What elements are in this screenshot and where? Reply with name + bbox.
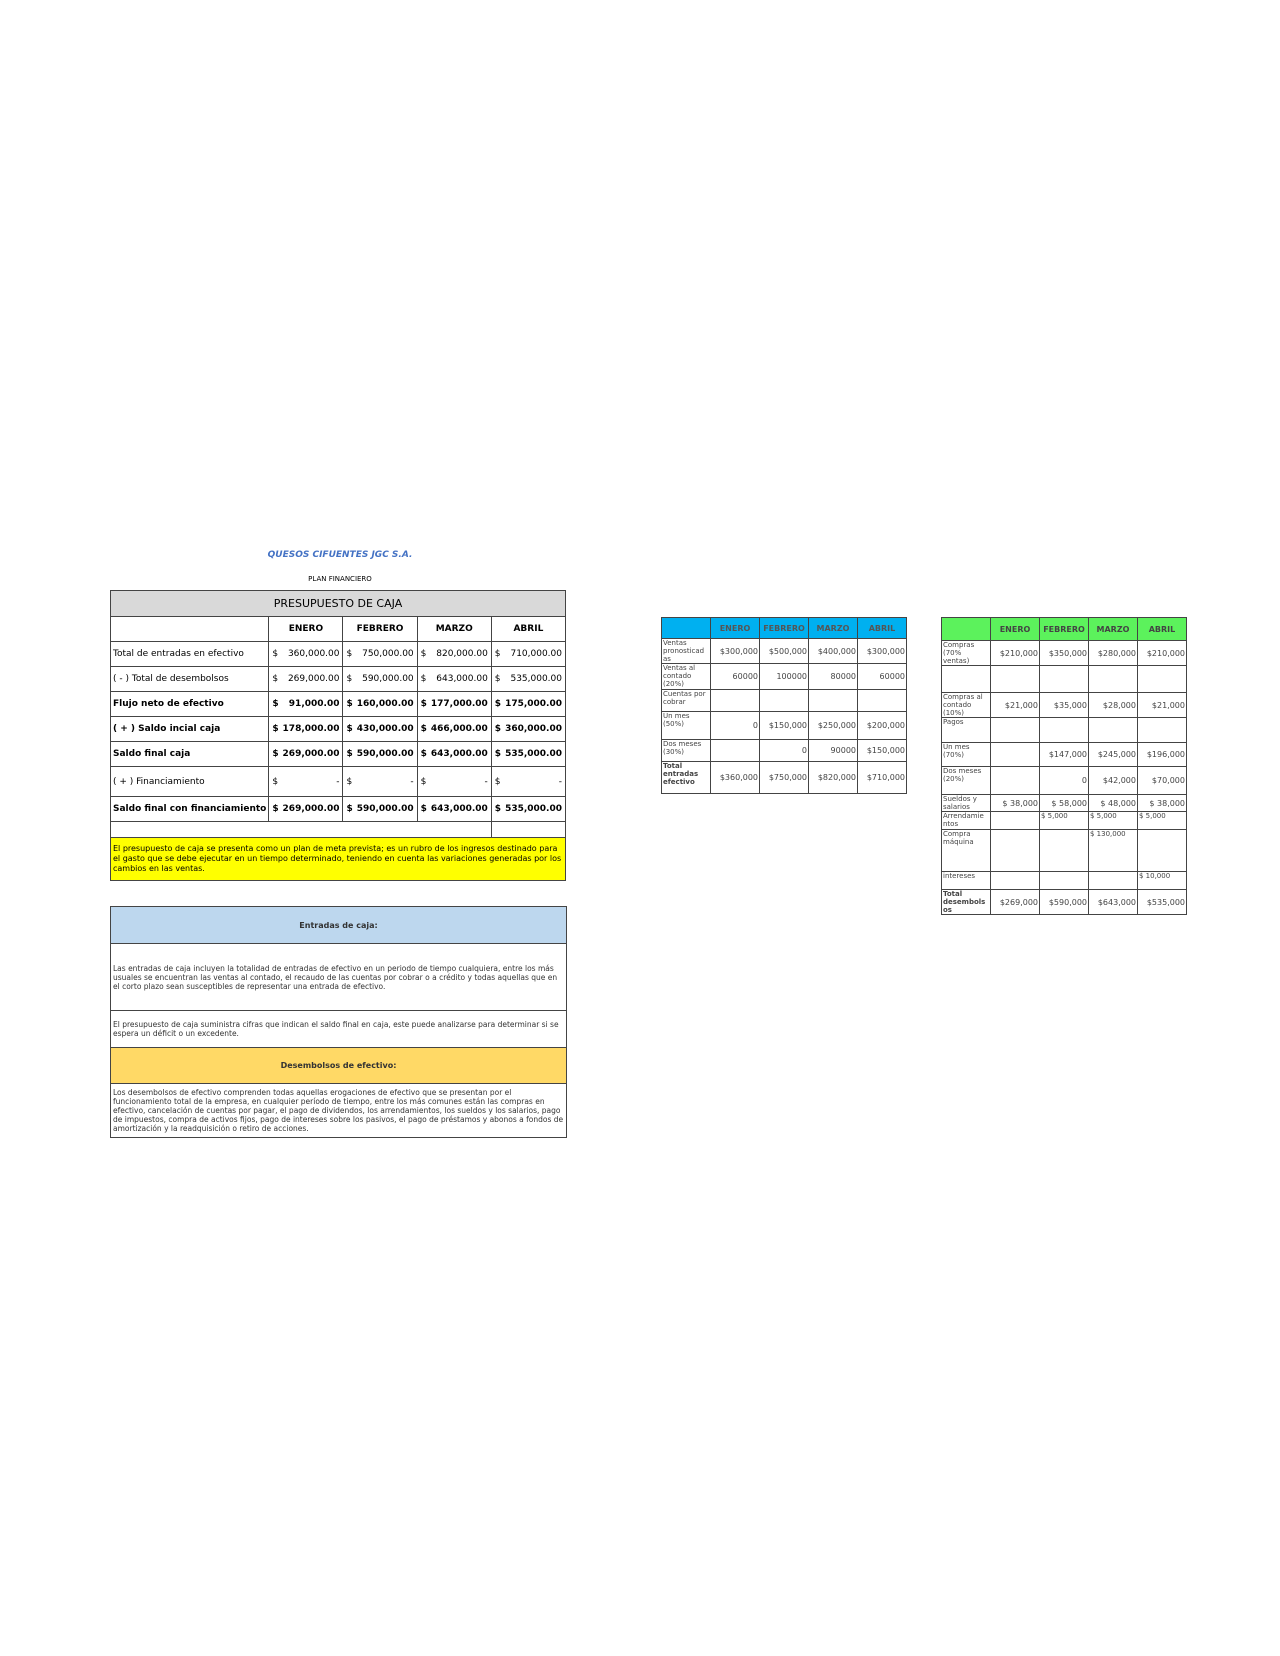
currency-symbol: $ bbox=[494, 674, 501, 684]
outflow-row-label: Arrendamie ntos bbox=[942, 812, 991, 830]
income-row bbox=[662, 639, 907, 664]
outflow-value-cell bbox=[991, 718, 1040, 743]
budget-value: 178,000.00 bbox=[282, 724, 340, 734]
outflow-value-cell: $590,000 bbox=[1040, 890, 1089, 915]
budget-value: 360,000.00 bbox=[505, 724, 562, 734]
outflow-row bbox=[942, 872, 1187, 890]
budget-value-cell bbox=[269, 742, 343, 767]
income-value-cell: 0 bbox=[760, 740, 809, 762]
budget-row-label: ( + ) Financiamiento bbox=[111, 767, 269, 797]
budget-value-cell bbox=[269, 667, 343, 692]
budget-value-cell bbox=[269, 767, 343, 797]
outflow-value-cell bbox=[1089, 872, 1138, 890]
budget-row bbox=[111, 692, 566, 717]
income-value-cell: $300,000 bbox=[858, 639, 907, 664]
budget-value: 643,000.00 bbox=[436, 674, 488, 684]
outflow-value-cell bbox=[1138, 666, 1187, 693]
currency-symbol: $ bbox=[346, 776, 353, 787]
budget-row-label: Saldo final caja bbox=[111, 742, 269, 767]
outflow-value-cell bbox=[1089, 666, 1138, 693]
income-value-cell: 0 bbox=[711, 712, 760, 740]
outflow-value-cell: $147,000 bbox=[1040, 743, 1089, 767]
budget-row bbox=[111, 742, 566, 767]
outflow-value-cell: $ 130,000 bbox=[1089, 830, 1138, 872]
outflow-value-cell bbox=[1089, 718, 1138, 743]
income-header-blank bbox=[662, 618, 711, 639]
currency-symbol: $ bbox=[346, 674, 353, 684]
outflow-value-cell: 0 bbox=[1040, 767, 1089, 795]
budget-value-cell bbox=[343, 667, 417, 692]
budget-value: 710,000.00 bbox=[510, 649, 562, 659]
income-value-cell: 100000 bbox=[760, 664, 809, 690]
outflow-row-label: intereses bbox=[942, 872, 991, 890]
budget-value-cell bbox=[417, 797, 491, 822]
currency-symbol: $ bbox=[420, 749, 427, 759]
currency-symbol: $ bbox=[346, 699, 353, 709]
budget-value-cell bbox=[417, 742, 491, 767]
currency-symbol: $ bbox=[346, 749, 353, 759]
budget-value-cell bbox=[343, 797, 417, 822]
outflow-value-cell: $ 48,000 bbox=[1089, 795, 1138, 812]
income-value-cell: 80000 bbox=[809, 664, 858, 690]
desembolsos-title: Desembolsos de efectivo: bbox=[111, 1048, 567, 1084]
budget-row bbox=[111, 667, 566, 692]
income-value-cell: $150,000 bbox=[858, 740, 907, 762]
budget-value: - bbox=[336, 776, 340, 787]
currency-symbol: $ bbox=[272, 699, 279, 709]
budget-value-cell bbox=[343, 742, 417, 767]
budget-row-label: Flujo neto de efectivo bbox=[111, 692, 269, 717]
outflow-value-cell: $350,000 bbox=[1040, 641, 1089, 666]
income-value-cell: $360,000 bbox=[711, 762, 760, 794]
income-value-cell: $710,000 bbox=[858, 762, 907, 794]
budget-spacer-cell bbox=[111, 822, 492, 838]
outflow-value-cell: $535,000 bbox=[1138, 890, 1187, 915]
budget-value: 535,000.00 bbox=[505, 804, 562, 814]
outflow-value-cell: $643,000 bbox=[1089, 890, 1138, 915]
budget-row-label: Total de entradas en efectivo bbox=[111, 642, 269, 667]
currency-symbol: $ bbox=[346, 724, 353, 734]
outflow-value-cell bbox=[991, 743, 1040, 767]
income-row-label: Un mes (50%) bbox=[662, 712, 711, 740]
income-month-header: ENERO bbox=[711, 618, 760, 639]
budget-month-header: ENERO bbox=[269, 617, 343, 642]
currency-symbol: $ bbox=[420, 649, 427, 659]
budget-value-cell bbox=[269, 692, 343, 717]
income-month-header: ABRIL bbox=[858, 618, 907, 639]
cash-budget-table bbox=[110, 590, 566, 881]
outflow-value-cell bbox=[991, 767, 1040, 795]
income-month-header: MARZO bbox=[809, 618, 858, 639]
budget-value-cell bbox=[491, 692, 565, 717]
budget-value: 269,000.00 bbox=[282, 749, 340, 759]
budget-value-cell bbox=[343, 692, 417, 717]
outflow-value-cell bbox=[991, 666, 1040, 693]
outflow-row-label: Total desembols os bbox=[942, 890, 991, 915]
entradas-text: Las entradas de caja incluyen la totalidad de entradas de efectivo en un periodo de tiempo cualquiera, entre los más usuales se encuentran las ventas al contado, el recaudo de las cuentas por cobrar o a crédito y todas aquellas que en el corto plazo sean susceptibles de representar una entrada de efectivo. bbox=[111, 944, 567, 1011]
budget-value-cell bbox=[491, 717, 565, 742]
budget-row bbox=[111, 717, 566, 742]
budget-month-header: FEBRERO bbox=[343, 617, 417, 642]
outflow-month-header: FEBRERO bbox=[1040, 618, 1089, 641]
income-value-cell bbox=[760, 690, 809, 712]
outflow-row-label bbox=[942, 666, 991, 693]
budget-note: El presupuesto de caja se presenta como un plan de meta prevista; es un rubro de los ingresos destinado para el gasto que se debe ejecutar en un tiempo determinado, teniendo en cuenta las variaciones generadas por los cambios en las ventas. bbox=[111, 838, 566, 881]
currency-symbol: $ bbox=[494, 649, 501, 659]
income-value-cell: $150,000 bbox=[760, 712, 809, 740]
income-row-label: Total entradas efectivo bbox=[662, 762, 711, 794]
outflow-row bbox=[942, 718, 1187, 743]
budget-title: PRESUPUESTO DE CAJA bbox=[111, 591, 566, 617]
budget-value: 535,000.00 bbox=[510, 674, 562, 684]
currency-symbol: $ bbox=[346, 804, 353, 814]
outflow-row-label: Un mes (70%) bbox=[942, 743, 991, 767]
budget-row bbox=[111, 767, 566, 797]
budget-value-cell bbox=[417, 717, 491, 742]
outflow-value-cell bbox=[991, 830, 1040, 872]
currency-symbol: $ bbox=[420, 776, 427, 787]
entradas-title: Entradas de caja: bbox=[111, 907, 567, 944]
company-name: QUESOS CIFUENTES JGC S.A. bbox=[267, 550, 413, 560]
outflow-value-cell: $ 5,000 bbox=[1138, 812, 1187, 830]
outflow-table bbox=[941, 617, 1187, 915]
budget-value: 820,000.00 bbox=[436, 649, 488, 659]
budget-value: - bbox=[410, 776, 414, 787]
info-table bbox=[110, 906, 567, 1138]
budget-value-cell bbox=[491, 642, 565, 667]
income-value-cell bbox=[711, 740, 760, 762]
budget-value-cell bbox=[417, 692, 491, 717]
outflow-row-label: Compra máquina bbox=[942, 830, 991, 872]
budget-value: 643,000.00 bbox=[430, 804, 488, 814]
income-table bbox=[661, 617, 907, 794]
currency-symbol: $ bbox=[420, 699, 427, 709]
currency-symbol: $ bbox=[272, 674, 279, 684]
outflow-value-cell: $21,000 bbox=[1138, 693, 1187, 718]
outflow-value-cell: $ 38,000 bbox=[1138, 795, 1187, 812]
outflow-row bbox=[942, 830, 1187, 872]
budget-value-cell bbox=[491, 797, 565, 822]
outflow-value-cell: $280,000 bbox=[1089, 641, 1138, 666]
outflow-value-cell: $21,000 bbox=[991, 693, 1040, 718]
currency-symbol: $ bbox=[420, 804, 427, 814]
budget-row-label: Saldo final con financiamiento bbox=[111, 797, 269, 822]
income-value-cell bbox=[809, 690, 858, 712]
budget-spacer-cell bbox=[491, 822, 565, 838]
income-row bbox=[662, 664, 907, 690]
income-value-cell: $750,000 bbox=[760, 762, 809, 794]
income-row bbox=[662, 712, 907, 740]
outflow-value-cell bbox=[1040, 830, 1089, 872]
outflow-row bbox=[942, 693, 1187, 718]
income-value-cell: $300,000 bbox=[711, 639, 760, 664]
budget-value-cell bbox=[343, 767, 417, 797]
income-value-cell bbox=[711, 690, 760, 712]
outflow-header-blank bbox=[942, 618, 991, 641]
budget-row-label: ( - ) Total de desembolsos bbox=[111, 667, 269, 692]
income-value-cell: $820,000 bbox=[809, 762, 858, 794]
budget-value-cell bbox=[269, 642, 343, 667]
outflow-value-cell: $245,000 bbox=[1089, 743, 1138, 767]
budget-value: - bbox=[558, 776, 562, 787]
currency-symbol: $ bbox=[272, 804, 279, 814]
budget-value: 177,000.00 bbox=[430, 699, 488, 709]
outflow-value-cell bbox=[991, 812, 1040, 830]
outflow-row bbox=[942, 812, 1187, 830]
outflow-value-cell bbox=[1040, 666, 1089, 693]
budget-row bbox=[111, 642, 566, 667]
budget-value: 160,000.00 bbox=[356, 699, 414, 709]
outflow-value-cell bbox=[1138, 830, 1187, 872]
outflow-row bbox=[942, 666, 1187, 693]
income-value-cell: $200,000 bbox=[858, 712, 907, 740]
budget-value-cell bbox=[269, 797, 343, 822]
outflow-row bbox=[942, 890, 1187, 915]
currency-symbol: $ bbox=[272, 649, 279, 659]
budget-value: 466,000.00 bbox=[430, 724, 488, 734]
outflow-value-cell: $196,000 bbox=[1138, 743, 1187, 767]
currency-symbol: $ bbox=[272, 776, 279, 787]
outflow-value-cell: $ 10,000 bbox=[1138, 872, 1187, 890]
income-month-header: FEBRERO bbox=[760, 618, 809, 639]
budget-value-cell bbox=[343, 717, 417, 742]
plan-subtitle: PLAN FINANCIERO bbox=[308, 575, 372, 583]
currency-symbol: $ bbox=[494, 776, 501, 787]
outflow-value-cell: $ 5,000 bbox=[1089, 812, 1138, 830]
outflow-value-cell: $210,000 bbox=[991, 641, 1040, 666]
budget-value: 269,000.00 bbox=[282, 804, 340, 814]
budget-value-cell bbox=[417, 642, 491, 667]
currency-symbol: $ bbox=[272, 724, 279, 734]
presupuesto-text: El presupuesto de caja suministra cifras que indican el saldo final en caja, este puede analizarse para determinar si se espera un déficit o un excedente. bbox=[111, 1011, 567, 1048]
outflow-row-label: Compras (70% ventas) bbox=[942, 641, 991, 666]
budget-value-cell bbox=[417, 767, 491, 797]
budget-month-header: ABRIL bbox=[491, 617, 565, 642]
budget-value: 590,000.00 bbox=[356, 749, 414, 759]
outflow-row-label: Sueldos y salarios bbox=[942, 795, 991, 812]
outflow-value-cell bbox=[1040, 718, 1089, 743]
income-value-cell: $400,000 bbox=[809, 639, 858, 664]
budget-value: 535,000.00 bbox=[505, 749, 562, 759]
budget-value: 590,000.00 bbox=[362, 674, 414, 684]
budget-value-cell bbox=[491, 667, 565, 692]
budget-value: 91,000.00 bbox=[288, 699, 340, 709]
outflow-month-header: ABRIL bbox=[1138, 618, 1187, 641]
outflow-value-cell: $269,000 bbox=[991, 890, 1040, 915]
outflow-value-cell: $28,000 bbox=[1089, 693, 1138, 718]
budget-value-cell bbox=[343, 642, 417, 667]
income-row bbox=[662, 740, 907, 762]
outflow-value-cell bbox=[991, 872, 1040, 890]
budget-value: 360,000.00 bbox=[287, 649, 340, 659]
outflow-row bbox=[942, 795, 1187, 812]
budget-month-header: MARZO bbox=[417, 617, 491, 642]
budget-row bbox=[111, 797, 566, 822]
outflow-row-label: Compras al contado (10%) bbox=[942, 693, 991, 718]
outflow-value-cell: $ 58,000 bbox=[1040, 795, 1089, 812]
income-value-cell: $250,000 bbox=[809, 712, 858, 740]
outflow-value-cell: $ 38,000 bbox=[991, 795, 1040, 812]
currency-symbol: $ bbox=[346, 649, 353, 659]
income-value-cell: 90000 bbox=[809, 740, 858, 762]
budget-value: 590,000.00 bbox=[356, 804, 414, 814]
income-row bbox=[662, 690, 907, 712]
income-value-cell: 60000 bbox=[711, 664, 760, 690]
outflow-month-header: MARZO bbox=[1089, 618, 1138, 641]
outflow-row bbox=[942, 743, 1187, 767]
outflow-value-cell: $210,000 bbox=[1138, 641, 1187, 666]
budget-value: 430,000.00 bbox=[356, 724, 414, 734]
income-row-label: Ventas al contado (20%) bbox=[662, 664, 711, 690]
budget-value: 750,000.00 bbox=[362, 649, 414, 659]
budget-value-cell bbox=[491, 767, 565, 797]
outflow-value-cell: $42,000 bbox=[1089, 767, 1138, 795]
outflow-row-label: Pagos bbox=[942, 718, 991, 743]
income-row-label: Ventas pronosticad as bbox=[662, 639, 711, 664]
budget-value: 269,000.00 bbox=[287, 674, 340, 684]
outflow-row-label: Dos meses (20%) bbox=[942, 767, 991, 795]
currency-symbol: $ bbox=[420, 674, 427, 684]
outflow-value-cell bbox=[1138, 718, 1187, 743]
outflow-row bbox=[942, 767, 1187, 795]
outflow-month-header: ENERO bbox=[991, 618, 1040, 641]
outflow-value-cell: $70,000 bbox=[1138, 767, 1187, 795]
income-row-label: Cuentas por cobrar bbox=[662, 690, 711, 712]
budget-value: 643,000.00 bbox=[430, 749, 488, 759]
budget-value-cell bbox=[417, 667, 491, 692]
income-value-cell: 60000 bbox=[858, 664, 907, 690]
income-value-cell bbox=[858, 690, 907, 712]
budget-value-cell bbox=[491, 742, 565, 767]
outflow-value-cell: $ 5,000 bbox=[1040, 812, 1089, 830]
currency-symbol: $ bbox=[494, 804, 502, 814]
budget-row-label: ( + ) Saldo incial caja bbox=[111, 717, 269, 742]
outflow-value-cell: $35,000 bbox=[1040, 693, 1089, 718]
outflow-value-cell bbox=[1040, 872, 1089, 890]
desembolsos-text: Los desembolsos de efectivo comprenden todas aquellas erogaciones de efectivo que se presentan por el funcionamiento total de la empresa, en cualquier período de tiempo, entre los más comunes están las compras en efectivo, cancelación de cuentas por pagar, el pago de dividendos, los arrendamientos, los sueldos y los salarios, pago de impuestos, compra de activos fijos, pago de intereses sobre los pasivos, el pago de préstamos y abonos a fondos de amortización y la readquisición o retiro de acciones. bbox=[111, 1084, 567, 1138]
budget-header-blank bbox=[111, 617, 269, 642]
currency-symbol: $ bbox=[272, 749, 279, 759]
currency-symbol: $ bbox=[494, 724, 502, 734]
income-row-label: Dos meses (30%) bbox=[662, 740, 711, 762]
budget-value: 175,000.00 bbox=[505, 699, 562, 709]
outflow-row bbox=[942, 641, 1187, 666]
budget-value: - bbox=[484, 776, 488, 787]
currency-symbol: $ bbox=[494, 749, 502, 759]
currency-symbol: $ bbox=[420, 724, 427, 734]
currency-symbol: $ bbox=[494, 699, 502, 709]
income-row bbox=[662, 762, 907, 794]
income-value-cell: $500,000 bbox=[760, 639, 809, 664]
budget-value-cell bbox=[269, 717, 343, 742]
